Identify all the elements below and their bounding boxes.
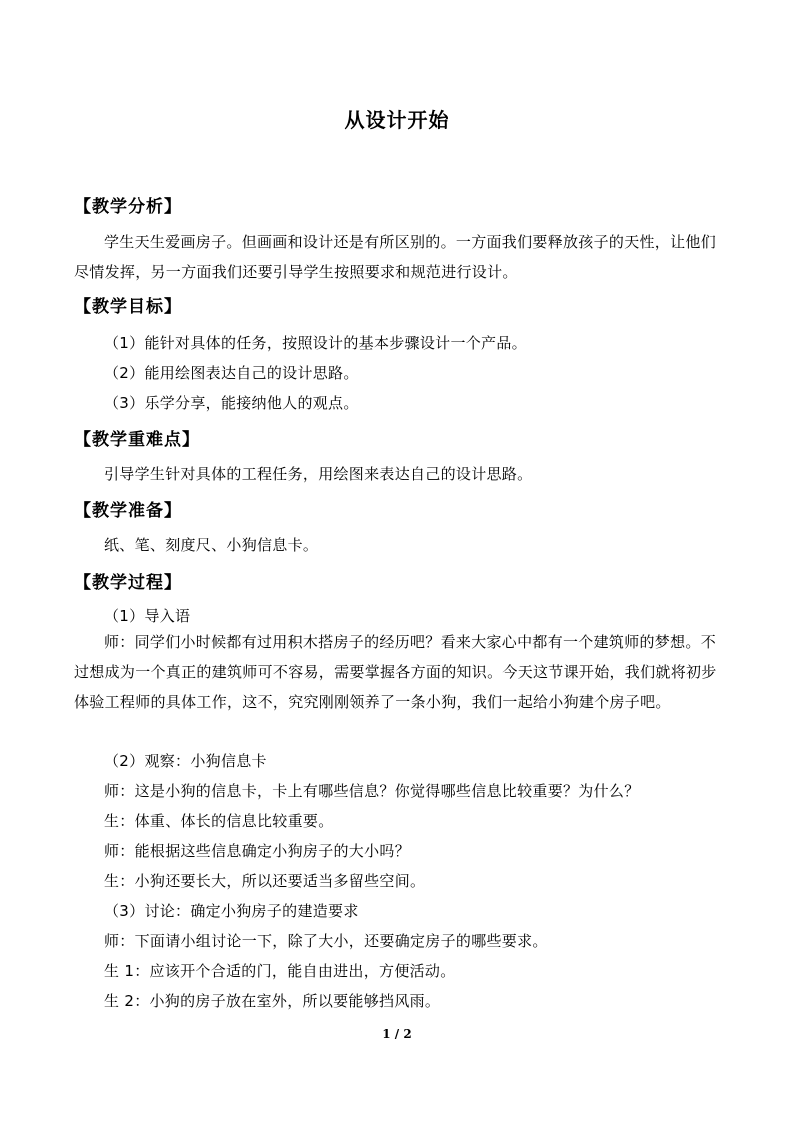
goal-item-1: （1）能针对具体的任务，按照设计的基本步骤设计一个产品。 [104,334,527,352]
heading-process: 【教学过程】 [74,573,182,593]
document-title: 从设计开始 [344,108,450,132]
dialog-line: 师：下面请小组讨论一下，除了大小，还要确定房子的哪些要求。 [104,932,548,950]
key-points-text: 引导学生针对具体的工程任务，用绘图来表达自己的设计思路。 [104,465,533,483]
heading-key-points: 【教学重难点】 [74,430,200,450]
heading-analysis: 【教学分析】 [74,197,182,217]
goal-item-2: （2）能用绘图表达自己的设计思路。 [104,364,359,382]
dialog-line: 师：能根据这些信息确定小狗房子的大小吗？ [104,842,411,860]
dialog-line: 生 1：应该开个合适的门，能自由进出，方便活动。 [104,962,456,980]
process-step-3: （3）讨论：确定小狗房子的建造要求 [104,902,359,920]
dialog-line: 生：体重、体长的信息比较重要。 [104,812,334,830]
page-number: 1 / 2 [382,1027,412,1041]
goal-item-3: （3）乐学分享，能接纳他人的观点。 [104,394,359,412]
heading-goals: 【教学目标】 [74,297,182,317]
process-step-2: （2）观察：小狗信息卡 [104,752,267,770]
dialog-line: 生 2：小狗的房子放在室外，所以要能够挡风雨。 [104,992,441,1010]
dialog-line: 生：小狗还要长大，所以还要适当多留些空间。 [104,872,426,890]
intro-paragraph: 师：同学们小时候都有过用积木搭房子的经历吧？看来大家心中都有一个建筑师的梦想。不过想成为一个真正的建筑师可不容易，需要掌握各方面的知识。今天这节课开始，我们就将初步体验工程师的具体工作，这不，究究刚刚领养了一条小狗，我们一起给小狗建个房子吧。 [74,633,717,711]
dialog-line: 师：这是小狗的信息卡，卡上有哪些信息？你觉得哪些信息比较重要？为什么？ [104,782,640,800]
heading-preparation: 【教学准备】 [74,501,182,521]
analysis-paragraph: 学生天生爱画房子。但画画和设计还是有所区别的。一方面我们要释放孩子的天性，让他们尽情发挥，另一方面我们还要引导学生按照要求和规范进行设计。 [74,233,717,281]
process-step-1: （1）导入语 [104,607,191,625]
preparation-text: 纸、笔、刻度尺、小狗信息卡。 [104,536,319,554]
